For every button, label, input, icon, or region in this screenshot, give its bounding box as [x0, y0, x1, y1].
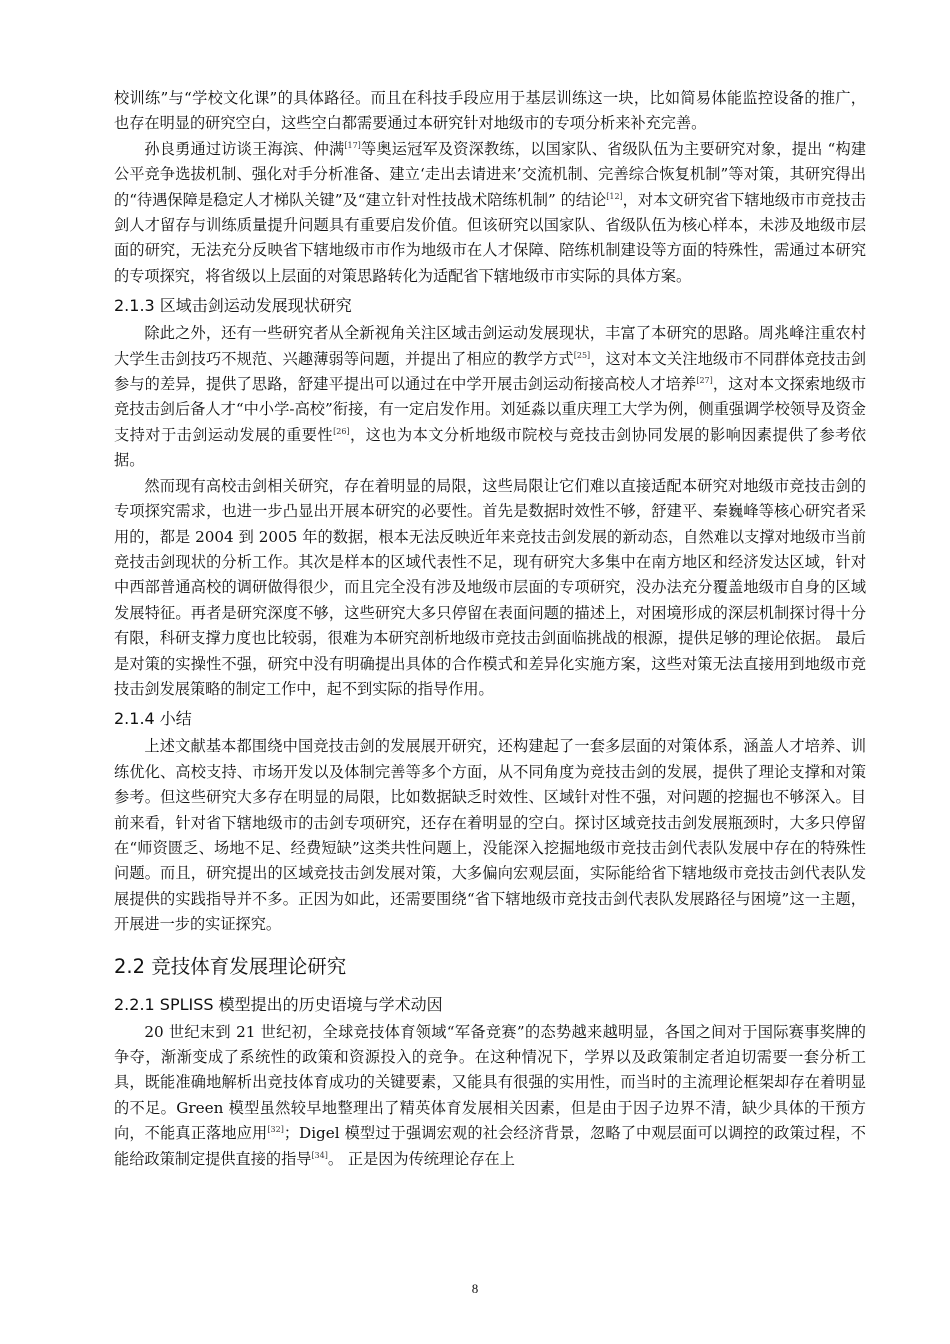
text-run: 校训练”与“学校文化课”的具体路径。而且在科技手段应用于基层训练这一块，比如简易体能监控设备的推广，也存在明显的研究空白，这些空白都需要通过本研究针对地级市的专项分析来补充完善。	[114, 89, 866, 133]
paragraph	[114, 1020, 866, 1172]
paragraph	[114, 321, 866, 473]
text-run: ；Digel 模型过于强调宏观的社会经济背景，忽略了中观层面可以调控的政策过程，不能给政策制定提供直接的指导	[114, 1124, 866, 1168]
text-run: 20 世纪末到 21 世纪初，全球竞技体育领域“军备竞赛”的态势越来越明显，各国之间对于国际赛事奖牌的争夺，渐渐变成了系统性的政策和资源投入的竞争。在这种情况下，学界以及政策制定者迫切需要一套分析工具，既能准确地解析出竞技体育成功的关键要素，又能具有很强的实用性，而当时的主流理论框架却存在着明显的不足。Green 模型虽然较早地整理出了精英体育发展相关因素，但是由于因子边界不清，缺少具体的干预方向，不能真正落地应用	[114, 1022, 866, 1143]
intro-paragraphs	[114, 86, 866, 289]
paragraph	[114, 734, 866, 937]
text-run: ，对本文研究省下辖地级市市竞技击剑人才留存与训练质量提升问题具有重要启发价值。但该研究以国家队、省级队伍为核心样本，未涉及地级市层面的研究，无法充分反映省下辖地级市市作为地级市在人才保障、陪练机制建设等方面的特殊性，需通过本研究的专项探究，将省级以上层面的对策思路转化为适配省下辖地级市市实际的具体方案。	[114, 190, 866, 285]
heading-2-1-3: 2.1.3 区域击剑运动发展现状研究	[114, 296, 352, 316]
text-run: ，这对本文探索地级市竞技击剑后备人才“中小学-高校”衔接，有一定启发作用。刘延淼以重庆理工大学为例，侧重强调学校领导及资金支持对于击剑运动发展的重要性	[114, 375, 867, 444]
text-run: 然而现有高校击剑相关研究，存在着明显的局限，这些局限让它们难以直接适配本研究对地级市竞技击剑的专项探究需求，也进一步凸显出开展本研究的必要性。首先是数据时效性不够，舒建平、秦巍峰等核心研究者采用的，都是 2004 到 2005 年的数据，根本无法反映近年来竞技击剑发展的新动态，自然难以支撑对地级市当前竞技击剑现状的分析工作。其次是样本的区域代表性不足，现有研究大多集中在南方地区和经济发达区域，针对中西部普通高校的调研做得很少，而且完全没有涉及地级市层面的专项研究，没办法充分覆盖地级市自身的区域发展特征。再者是研究深度不够，这些研究大多只停留在表面问题的描述上，对困境形成的深层机制探讨得十分有限，科研支撑力度也比较弱，很难为本研究剖析地级市竞技击剑面临挑战的根源，提供足够的理论依据。 最后是对策的实操性不强，研究中没有明确提出具体的合作模式和差异化实施方案，这些对策无法直接用到地级市竞技击剑发展策略的制定工作中，起不到实际的指导作用。	[114, 476, 866, 698]
heading-2-2: 2.2 竞技体育发展理论研究	[114, 954, 347, 978]
paragraph	[114, 86, 866, 137]
text-run: 。 正是因为传统理论存在上	[327, 1149, 515, 1168]
text-run: 孙良勇通过访谈王海滨、仲满	[144, 139, 345, 158]
citation-ref: [32]	[267, 1125, 284, 1135]
text-run: 等奥运冠军及资深教练，以国家队、省级队伍为主要研究对象，提出 “构建公平竞争选拔机制、强化对手分析准备、建立‘走出去请进来’交流机制、完善综合恢复机制”等对策，其研究得出的“待遇保障是稳定人才梯队关键”及“建立针对性技战术陪练机制” 的结论	[114, 139, 867, 209]
citation-ref: [25]	[573, 350, 591, 360]
text-run: 除此之外，还有一些研究者从全新视角关注区域击剑运动发展现状，丰富了本研究的思路。周兆峰注重农村大学生击剑技巧不规范、兴趣薄弱等问题，并提出了相应的教学方式	[114, 324, 866, 368]
paragraph	[114, 137, 866, 289]
page-number: 8	[471, 1281, 479, 1296]
heading-2-1-4: 2.1.4 小结	[114, 709, 192, 729]
citation-ref: [27]	[696, 376, 713, 386]
text-run: ，这对本文关注地级市不同群体竞技击剑参与的差异，提供了思路，舒建平提出可以通过在中学开展击剑运动衔接高校人才培养	[114, 349, 867, 394]
citation-ref: [34]	[311, 1150, 328, 1160]
text-run: 上述文献基本都围绕中国竞技击剑的发展展开研究，还构建起了一套多层面的对策体系，涵盖人才培养、训练优化、高校支持、市场开发以及体制完善等多个方面，从不同角度为竞技击剑的发展，提供了理论支撑和对策参考。但这些研究大多存在明显的局限，比如数据缺乏时效性、区域针对性不强，对问题的挖掘也不够深入。目前来看，针对省下辖地级市的击剑专项研究，还存在着明显的空白。探讨区域竞技击剑发展瓶颈时，大多只停留在“师资匮乏、场地不足、经费短缺”这类共性问题上，没能深入挖掘地级市竞技击剑代表队发展中存在的特殊性问题。而且，研究提出的区域竞技击剑发展对策，大多偏向宏观层面，实际能给省下辖地级市竞技击剑代表队发展提供的实践指导并不多。正因为如此，还需要围绕“省下辖地级市竞技击剑代表队发展路径与困境”这一主题，开展进一步的实证探究。	[114, 737, 866, 934]
section-2-2-1-body	[114, 1020, 866, 1172]
citation-ref: [12]	[606, 191, 623, 201]
page-body	[114, 86, 866, 1172]
citation-ref: [17]	[344, 140, 361, 150]
section-2-1-3-body	[114, 321, 866, 702]
section-2-1-4-body	[114, 734, 866, 937]
text-run: ，这也为本文分析地级市院校与竞技击剑协同发展的影响因素提供了参考依据。	[114, 425, 867, 470]
citation-ref: [26]	[333, 426, 350, 436]
heading-2-2-1: 2.2.1 SPLISS 模型提出的历史语境与学术动因	[114, 994, 443, 1014]
paragraph	[114, 474, 866, 703]
